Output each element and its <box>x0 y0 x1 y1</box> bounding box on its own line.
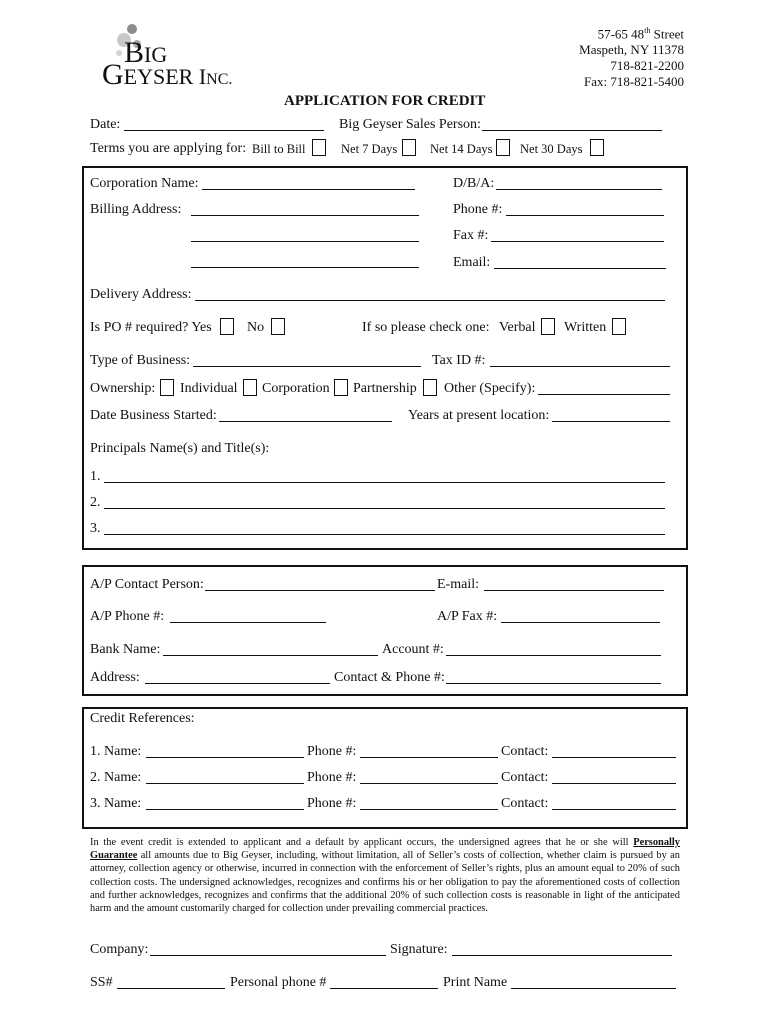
principal-1-label: 1. <box>90 469 101 484</box>
ref-1-phone-field[interactable] <box>360 757 498 758</box>
date-field[interactable] <box>124 130 324 131</box>
ownership-corporation-checkbox[interactable] <box>243 379 257 396</box>
ownership-other-label: Other (Specify): <box>444 381 536 396</box>
po-no-label: No <box>247 320 265 335</box>
terms-net7-label: Net 7 Days <box>341 142 398 156</box>
ownership-individual-label: Individual <box>180 381 238 396</box>
ownership-other-field[interactable] <box>538 394 670 395</box>
bank-address-label: Address: <box>90 670 140 685</box>
phone-field[interactable] <box>506 215 664 216</box>
principal-1-field[interactable] <box>104 482 665 483</box>
ap-contact-field[interactable] <box>205 590 435 591</box>
signature-field[interactable] <box>452 955 672 956</box>
ownership-individual-checkbox[interactable] <box>160 379 174 396</box>
bank-name-field[interactable] <box>163 655 378 656</box>
billing-address-line2[interactable] <box>191 241 419 242</box>
verbal-label: Verbal <box>499 320 536 335</box>
ap-email-label: E-mail: <box>437 577 479 592</box>
if-so-label: If so please check one: <box>362 320 490 335</box>
ref-3-phone-label: Phone #: <box>307 796 357 811</box>
terms-label: Terms you are applying for: <box>90 141 247 156</box>
address-street: 57-65 48th Street <box>597 26 684 42</box>
tax-id-label: Tax ID #: <box>432 353 486 368</box>
company-logo <box>100 22 240 91</box>
personal-phone-label: Personal phone # <box>230 975 327 990</box>
type-of-business-label: Type of Business: <box>90 353 191 368</box>
ref-3-name-field[interactable] <box>146 809 304 810</box>
terms-bill-to-bill-label: Bill to Bill <box>252 142 306 156</box>
principals-label: Principals Name(s) and Title(s): <box>90 441 270 456</box>
ap-contact-label: A/P Contact Person: <box>90 577 204 592</box>
bank-address-field[interactable] <box>145 683 330 684</box>
delivery-address-label: Delivery Address: <box>90 287 192 302</box>
po-no-checkbox[interactable] <box>271 318 285 335</box>
account-field[interactable] <box>446 655 661 656</box>
billing-address-label: Billing Address: <box>90 202 182 217</box>
salesperson-label: Big Geyser Sales Person: <box>339 117 481 132</box>
ref-1-contact-label: Contact: <box>501 744 549 759</box>
terms-bill-to-bill-checkbox[interactable] <box>312 139 326 156</box>
ownership-other-checkbox[interactable] <box>423 379 437 396</box>
corporation-name-field[interactable] <box>202 189 415 190</box>
ref-1-contact-field[interactable] <box>552 757 676 758</box>
address-city: Maspeth, NY 11378 <box>579 42 684 57</box>
principal-2-field[interactable] <box>104 508 665 509</box>
ss-field[interactable] <box>117 988 225 989</box>
ref-2-phone-label: Phone #: <box>307 770 357 785</box>
contact-phone-field[interactable] <box>446 683 661 684</box>
personal-guarantee-emphasis: Personally Guarantee <box>90 837 680 862</box>
ap-phone-label: A/P Phone #: <box>90 609 165 624</box>
ref-2-contact-label: Contact: <box>501 770 549 785</box>
written-checkbox[interactable] <box>612 318 626 335</box>
company-field[interactable] <box>150 955 386 956</box>
ap-fax-field[interactable] <box>501 622 660 623</box>
ap-phone-field[interactable] <box>170 622 326 623</box>
terms-net30-label: Net 30 Days <box>520 142 583 156</box>
logo-eyser: EYSER I <box>123 64 207 89</box>
bank-name-label: Bank Name: <box>90 642 161 657</box>
po-required-label: Is PO # required? Yes <box>90 320 212 335</box>
ownership-partnership-checkbox[interactable] <box>334 379 348 396</box>
ref-2-phone-field[interactable] <box>360 783 498 784</box>
verbal-checkbox[interactable] <box>541 318 555 335</box>
date-label: Date: <box>90 117 121 132</box>
phone-label: Phone #: <box>453 202 503 217</box>
principal-2-label: 2. <box>90 495 101 510</box>
personal-phone-field[interactable] <box>330 988 438 989</box>
ap-email-field[interactable] <box>484 590 664 591</box>
dba-field[interactable] <box>496 189 662 190</box>
company-label: Company: <box>90 942 149 957</box>
address-phone: 718-821-2200 <box>610 58 684 73</box>
years-location-field[interactable] <box>552 421 670 422</box>
personal-guarantee-paragraph: In the event credit is extended to applicant and a default by applicant occurs, the undersigned agrees that he or she will Personally Guarantee all amounts due to Big Geyser, including, without limitation, all of Seller’s costs of collection, whether claim is pursued by an attorney, collection agency or otherwise, incurred in connection with the enforcement of Seller’s rights, plus an amount equal to 20% of such collection costs. The undersigned acknowledges, recognizes and confirms his or her obligation to pay the aforementioned costs of collection and further acknowledges, recognizes and confirms that the additional 20% of such collection costs is reasonable in light of the anticipated harm and the amount customarily charged for collection under prevailing commercial practices. <box>90 837 680 915</box>
contact-phone-label: Contact & Phone #: <box>334 670 445 685</box>
print-name-label: Print Name <box>443 975 508 990</box>
signature-label: Signature: <box>390 942 448 957</box>
billing-address-line1[interactable] <box>191 215 419 216</box>
ownership-corporation-label: Corporation <box>262 381 330 396</box>
dba-label: D/B/A: <box>453 176 495 191</box>
terms-net14-checkbox[interactable] <box>496 139 510 156</box>
written-label: Written <box>564 320 607 335</box>
billing-address-line3[interactable] <box>191 267 419 268</box>
ref-2-name-field[interactable] <box>146 783 304 784</box>
logo-ig: IG <box>144 42 168 67</box>
ownership-label: Ownership: <box>90 381 156 396</box>
logo-b: B <box>124 36 145 69</box>
tax-id-field[interactable] <box>490 366 670 367</box>
logo-g: G <box>102 58 124 91</box>
ref-2-name-label: 2. Name: <box>90 770 142 785</box>
terms-net30-checkbox[interactable] <box>590 139 604 156</box>
credit-references-heading: Credit References: <box>90 711 195 726</box>
salesperson-field[interactable] <box>482 130 662 131</box>
fax-label: Fax #: <box>453 228 489 243</box>
fax-field[interactable] <box>491 241 664 242</box>
principal-3-field[interactable] <box>104 534 665 535</box>
email-field[interactable] <box>494 268 666 269</box>
terms-net14-label: Net 14 Days <box>430 142 493 156</box>
ap-fax-label: A/P Fax #: <box>437 609 498 624</box>
address-fax: Fax: 718-821-5400 <box>583 74 684 89</box>
ref-3-name-label: 3. Name: <box>90 796 142 811</box>
logo-nc: NC. <box>206 71 233 88</box>
terms-net7-checkbox[interactable] <box>402 139 416 156</box>
page-title: APPLICATION FOR CREDIT <box>284 93 486 109</box>
type-of-business-field[interactable] <box>193 366 421 367</box>
email-label: Email: <box>453 255 491 270</box>
principal-3-label: 3. <box>90 521 101 536</box>
corporation-name-label: Corporation Name: <box>90 176 199 191</box>
years-location-label: Years at present location: <box>408 408 550 423</box>
ref-1-name-field[interactable] <box>146 757 304 758</box>
ref-1-name-label: 1. Name: <box>90 744 142 759</box>
account-label: Account #: <box>382 642 444 657</box>
po-yes-checkbox[interactable] <box>220 318 234 335</box>
date-started-field[interactable] <box>219 421 392 422</box>
ref-1-phone-label: Phone #: <box>307 744 357 759</box>
ref-3-contact-label: Contact: <box>501 796 549 811</box>
date-started-label: Date Business Started: <box>90 408 217 423</box>
ref-2-contact-field[interactable] <box>552 783 676 784</box>
ss-label: SS# <box>90 975 113 990</box>
ref-3-phone-field[interactable] <box>360 809 498 810</box>
delivery-address-field[interactable] <box>195 300 665 301</box>
ref-3-contact-field[interactable] <box>552 809 676 810</box>
ownership-partnership-label: Partnership <box>353 381 417 396</box>
print-name-field[interactable] <box>511 988 676 989</box>
